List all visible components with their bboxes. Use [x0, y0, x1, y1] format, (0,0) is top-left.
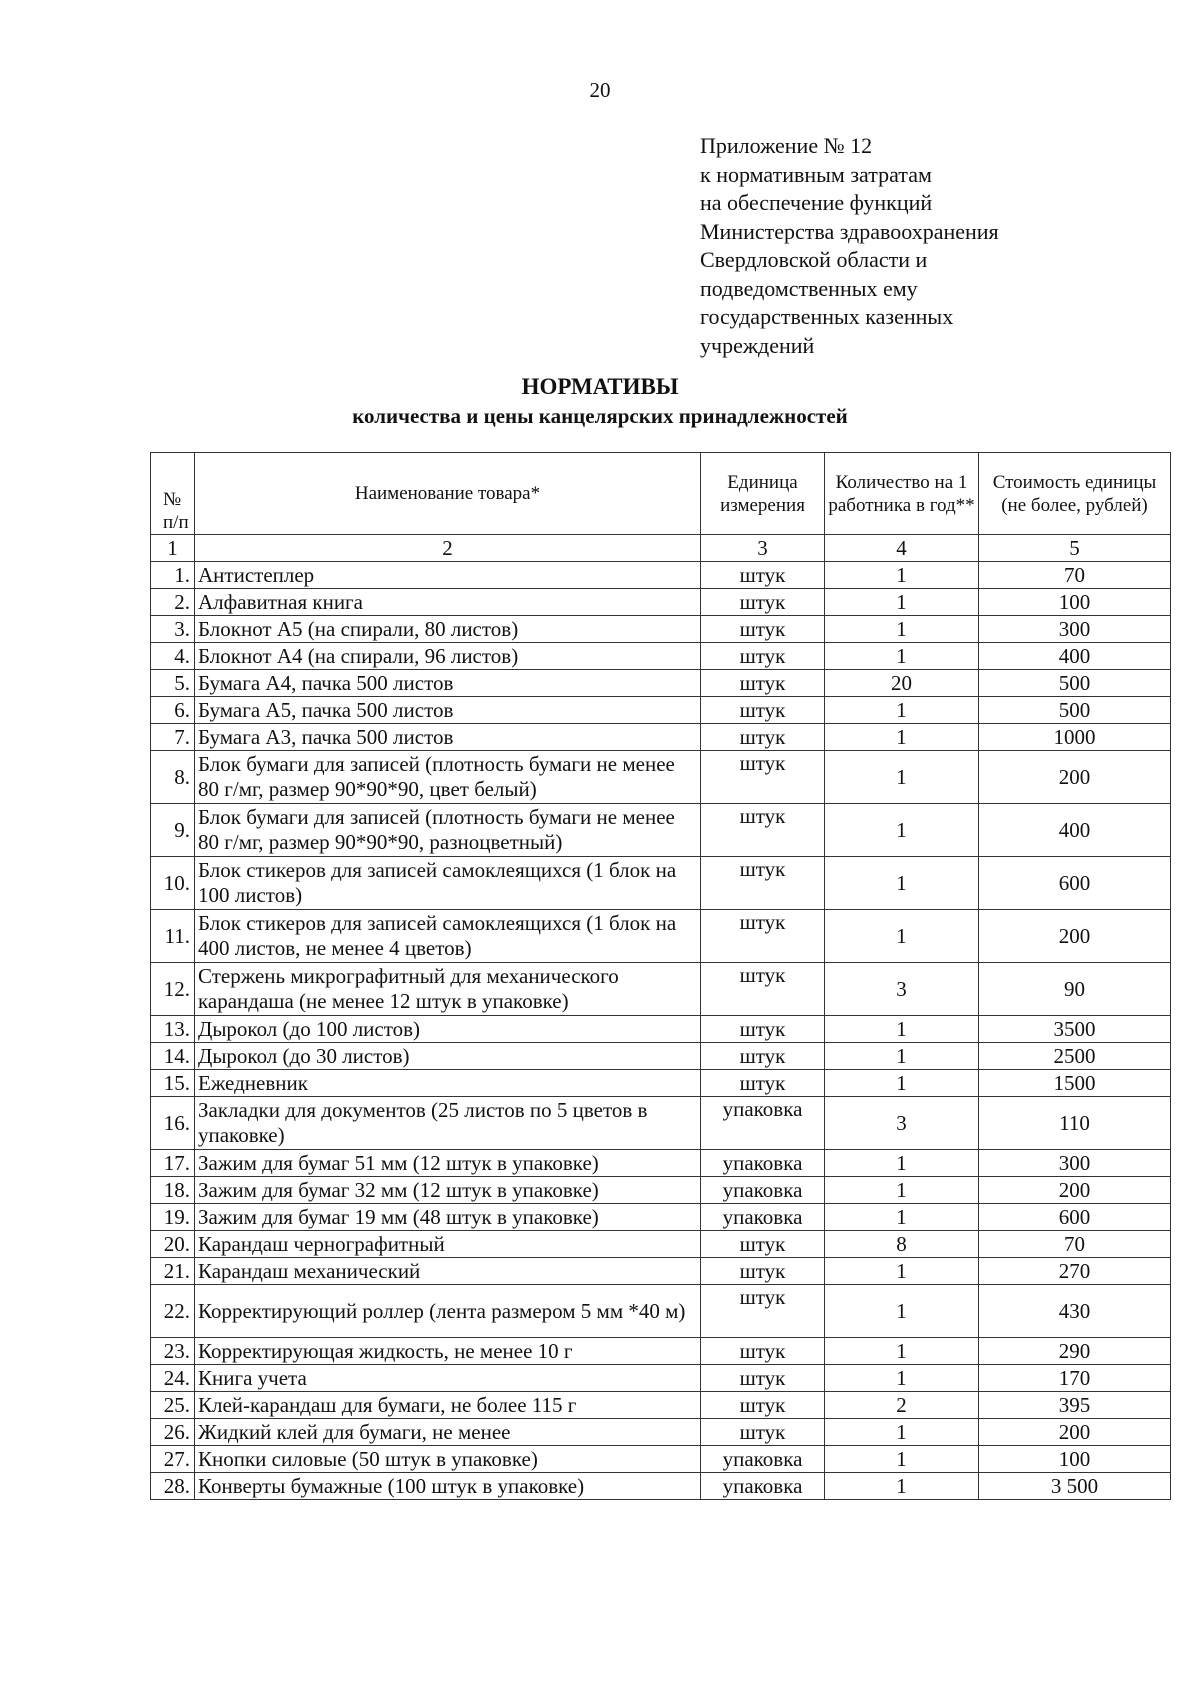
- row-qty-cell: 1: [825, 1285, 979, 1338]
- row-name-cell: Бумага А5, пачка 500 листов: [195, 697, 701, 724]
- header-price: Стоимость единицы (не более, рублей): [979, 453, 1171, 535]
- row-unit-cell: штук: [701, 963, 825, 1016]
- row-num-cell: 14.: [151, 1043, 195, 1070]
- appendix-line: Приложение № 12: [700, 133, 873, 158]
- row-qty-cell: 1: [825, 804, 979, 857]
- row-num-cell: 7.: [151, 724, 195, 751]
- appendix-line: подведомственных ему: [700, 275, 918, 301]
- row-unit-cell: штук: [701, 1016, 825, 1043]
- table-row: [151, 963, 1171, 1016]
- row-qty-cell: 20: [825, 670, 979, 697]
- row-unit-cell: упаковка: [701, 1097, 825, 1150]
- row-price-cell: 270: [979, 1258, 1171, 1285]
- row-name-cell: Бумага А4, пачка 500 листов: [195, 670, 701, 697]
- row-qty-cell: 1: [825, 1338, 979, 1365]
- header-name: Наименование товара*: [195, 453, 701, 535]
- row-qty-cell: 1: [825, 1177, 979, 1204]
- row-num-cell: 9.: [151, 804, 195, 857]
- appendix-line: Свердловской области и: [700, 247, 928, 272]
- row-unit-cell: штук: [701, 910, 825, 963]
- table-row: [151, 670, 1171, 697]
- row-price-cell: 170: [979, 1365, 1171, 1392]
- row-name-cell: Закладки для документов (25 листов по 5 цветов в упаковке): [195, 1097, 701, 1150]
- row-qty-cell: 1: [825, 1365, 979, 1392]
- row-num-cell: 8.: [151, 751, 195, 804]
- table-row: [151, 643, 1171, 670]
- row-name-cell: Алфавитная книга: [195, 589, 701, 616]
- row-num-cell: 2.: [151, 589, 195, 616]
- row-price-cell: 200: [979, 1177, 1171, 1204]
- row-unit-cell: штук: [701, 1231, 825, 1258]
- row-price-cell: 400: [979, 804, 1171, 857]
- row-qty-cell: 3: [825, 963, 979, 1016]
- row-price-cell: 400: [979, 643, 1171, 670]
- row-num-cell: 6.: [151, 697, 195, 724]
- row-name-cell: Конверты бумажные (100 штук в упаковке): [195, 1473, 701, 1500]
- table-row: [151, 1097, 1171, 1150]
- row-unit-cell: штук: [701, 1338, 825, 1365]
- row-num-cell: 1.: [151, 562, 195, 589]
- index-cell: 2: [195, 535, 701, 562]
- row-qty-cell: 1: [825, 697, 979, 724]
- appendix-line: Министерства здравоохранения: [700, 218, 999, 244]
- table-row: [151, 751, 1171, 804]
- row-unit-cell: штук: [701, 1419, 825, 1446]
- row-qty-cell: 1: [825, 616, 979, 643]
- row-name-cell: Книга учета: [195, 1365, 701, 1392]
- row-name-cell: Бумага А3, пачка 500 листов: [195, 724, 701, 751]
- row-price-cell: 90: [979, 963, 1171, 1016]
- row-num-cell: 5.: [151, 670, 195, 697]
- table-row: [151, 1392, 1171, 1419]
- row-unit-cell: штук: [701, 724, 825, 751]
- row-num-cell: 10.: [151, 857, 195, 910]
- header-unit: Единица измерения: [701, 453, 825, 535]
- row-unit-cell: штук: [701, 670, 825, 697]
- index-cell: 5: [979, 535, 1171, 562]
- table-row: [151, 589, 1171, 616]
- table-row: [151, 1016, 1171, 1043]
- row-name-cell: Блок бумаги для записей (плотность бумаги не менее 80 г/мг, размер 90*90*90, цвет белый): [195, 751, 701, 804]
- row-num-cell: 16.: [151, 1097, 195, 1150]
- row-unit-cell: штук: [701, 857, 825, 910]
- row-num-cell: 18.: [151, 1177, 195, 1204]
- row-num-cell: 15.: [151, 1070, 195, 1097]
- row-name-cell: Блокнот А4 (на спирали, 96 листов): [195, 643, 701, 670]
- row-name-cell: Кнопки силовые (50 штук в упаковке): [195, 1446, 701, 1473]
- row-num-cell: 17.: [151, 1150, 195, 1177]
- document-title: НОРМАТИВЫ: [521, 374, 679, 399]
- row-price-cell: 300: [979, 616, 1171, 643]
- row-num-cell: 22.: [151, 1285, 195, 1338]
- row-num-cell: 4.: [151, 643, 195, 670]
- table-row: [151, 1473, 1171, 1500]
- appendix-line: к нормативным затратам: [700, 161, 932, 187]
- row-num-cell: 27.: [151, 1446, 195, 1473]
- row-qty-cell: 1: [825, 589, 979, 616]
- row-num-cell: 3.: [151, 616, 195, 643]
- row-qty-cell: 1: [825, 857, 979, 910]
- table-row: [151, 562, 1171, 589]
- row-unit-cell: штук: [701, 1392, 825, 1419]
- row-num-cell: 20.: [151, 1231, 195, 1258]
- index-cell: 4: [825, 535, 979, 562]
- row-unit-cell: штук: [701, 643, 825, 670]
- row-price-cell: 70: [979, 1231, 1171, 1258]
- row-qty-cell: 1: [825, 1446, 979, 1473]
- header-qty: Количество на 1 работника в год**: [825, 453, 979, 535]
- row-qty-cell: 1: [825, 643, 979, 670]
- row-price-cell: 3 500: [979, 1473, 1171, 1500]
- row-price-cell: 600: [979, 1204, 1171, 1231]
- table-row: [151, 1204, 1171, 1231]
- row-name-cell: Корректирующая жидкость, не менее 10 г: [195, 1338, 701, 1365]
- row-name-cell: Зажим для бумаг 51 мм (12 штук в упаковке): [195, 1150, 701, 1177]
- table-row: [151, 1070, 1171, 1097]
- row-name-cell: Ежедневник: [195, 1070, 701, 1097]
- row-unit-cell: штук: [701, 1285, 825, 1338]
- table-body: [151, 562, 1171, 1500]
- row-num-cell: 26.: [151, 1419, 195, 1446]
- document-subtitle: количества и цены канцелярских принадлежностей: [352, 404, 848, 428]
- row-num-cell: 21.: [151, 1258, 195, 1285]
- row-price-cell: 200: [979, 910, 1171, 963]
- row-unit-cell: штук: [701, 804, 825, 857]
- table-row: [151, 1177, 1171, 1204]
- row-name-cell: Блокнот А5 (на спирали, 80 листов): [195, 616, 701, 643]
- row-price-cell: 500: [979, 697, 1171, 724]
- row-price-cell: 1500: [979, 1070, 1171, 1097]
- row-num-cell: 11.: [151, 910, 195, 963]
- row-unit-cell: штук: [701, 1258, 825, 1285]
- row-name-cell: Карандаш чернографитный: [195, 1231, 701, 1258]
- row-price-cell: 200: [979, 1419, 1171, 1446]
- row-qty-cell: 2: [825, 1392, 979, 1419]
- row-num-cell: 24.: [151, 1365, 195, 1392]
- row-num-cell: 13.: [151, 1016, 195, 1043]
- row-num-cell: 23.: [151, 1338, 195, 1365]
- row-unit-cell: штук: [701, 1043, 825, 1070]
- header-num: № п/п: [151, 453, 195, 535]
- table-row: [151, 1150, 1171, 1177]
- table-row: [151, 1285, 1171, 1338]
- row-qty-cell: 1: [825, 1016, 979, 1043]
- row-unit-cell: штук: [701, 697, 825, 724]
- row-name-cell: Антистеплер: [195, 562, 701, 589]
- index-cell: 3: [701, 535, 825, 562]
- row-qty-cell: 1: [825, 1150, 979, 1177]
- row-price-cell: 290: [979, 1338, 1171, 1365]
- row-name-cell: Блок стикеров для записей самоклеящихся (1 блок на 100 листов): [195, 857, 701, 910]
- row-price-cell: 500: [979, 670, 1171, 697]
- row-price-cell: 430: [979, 1285, 1171, 1338]
- row-price-cell: 70: [979, 562, 1171, 589]
- row-qty-cell: 1: [825, 1043, 979, 1070]
- row-unit-cell: упаковка: [701, 1177, 825, 1204]
- row-qty-cell: 1: [825, 724, 979, 751]
- page-number: 20: [589, 78, 611, 102]
- row-unit-cell: штук: [701, 1365, 825, 1392]
- row-price-cell: 600: [979, 857, 1171, 910]
- row-unit-cell: штук: [701, 589, 825, 616]
- row-price-cell: 100: [979, 589, 1171, 616]
- table-row: [151, 1419, 1171, 1446]
- row-num-cell: 19.: [151, 1204, 195, 1231]
- row-qty-cell: 1: [825, 1070, 979, 1097]
- row-price-cell: 100: [979, 1446, 1171, 1473]
- row-name-cell: Клей-карандаш для бумаги, не более 115 г: [195, 1392, 701, 1419]
- row-name-cell: Блок бумаги для записей (плотность бумаги не менее 80 г/мг, размер 90*90*90, разноцветный): [195, 804, 701, 857]
- row-unit-cell: упаковка: [701, 1204, 825, 1231]
- table-row: [151, 616, 1171, 643]
- row-price-cell: 3500: [979, 1016, 1171, 1043]
- row-qty-cell: 1: [825, 910, 979, 963]
- row-name-cell: Корректирующий роллер (лента размером 5 мм *40 м): [195, 1285, 701, 1338]
- table-row: [151, 804, 1171, 857]
- row-name-cell: Жидкий клей для бумаги, не менее: [195, 1419, 701, 1446]
- row-unit-cell: упаковка: [701, 1446, 825, 1473]
- table-row: [151, 1231, 1171, 1258]
- row-price-cell: 395: [979, 1392, 1171, 1419]
- table-row: [151, 910, 1171, 963]
- table-row: [151, 697, 1171, 724]
- table-row: [151, 1258, 1171, 1285]
- row-qty-cell: 1: [825, 1473, 979, 1500]
- row-name-cell: Дырокол (до 30 листов): [195, 1043, 701, 1070]
- row-qty-cell: 1: [825, 1419, 979, 1446]
- appendix-line: учреждений: [700, 332, 815, 358]
- row-unit-cell: штук: [701, 616, 825, 643]
- table-row: [151, 857, 1171, 910]
- row-price-cell: 300: [979, 1150, 1171, 1177]
- row-price-cell: 2500: [979, 1043, 1171, 1070]
- table-row: [151, 1365, 1171, 1392]
- row-qty-cell: 1: [825, 562, 979, 589]
- row-num-cell: 12.: [151, 963, 195, 1016]
- row-qty-cell: 1: [825, 1258, 979, 1285]
- row-qty-cell: 8: [825, 1231, 979, 1258]
- table-row: [151, 1338, 1171, 1365]
- row-name-cell: Зажим для бумаг 32 мм (12 штук в упаковке): [195, 1177, 701, 1204]
- row-qty-cell: 1: [825, 751, 979, 804]
- row-name-cell: Стержень микрографитный для механического карандаша (не менее 12 штук в упаковке): [195, 963, 701, 1016]
- row-unit-cell: штук: [701, 751, 825, 804]
- row-unit-cell: штук: [701, 1070, 825, 1097]
- row-name-cell: Дырокол (до 100 листов): [195, 1016, 701, 1043]
- appendix-line: на обеспечение функций: [700, 190, 933, 215]
- table-row: [151, 724, 1171, 751]
- table-row: [151, 1043, 1171, 1070]
- row-name-cell: Блок стикеров для записей самоклеящихся (1 блок на 400 листов, не менее 4 цветов): [195, 910, 701, 963]
- row-qty-cell: 1: [825, 1204, 979, 1231]
- appendix-block: [700, 132, 1140, 360]
- row-num-cell: 25.: [151, 1392, 195, 1419]
- row-name-cell: Карандаш механический: [195, 1258, 701, 1285]
- table-row: [151, 1446, 1171, 1473]
- row-qty-cell: 3: [825, 1097, 979, 1150]
- row-price-cell: 110: [979, 1097, 1171, 1150]
- row-price-cell: 1000: [979, 724, 1171, 751]
- row-num-cell: 28.: [151, 1473, 195, 1500]
- row-unit-cell: упаковка: [701, 1473, 825, 1500]
- index-cell: 1: [151, 535, 195, 562]
- row-unit-cell: упаковка: [701, 1150, 825, 1177]
- row-unit-cell: штук: [701, 562, 825, 589]
- appendix-line: государственных казенных: [700, 304, 954, 329]
- row-name-cell: Зажим для бумаг 19 мм (48 штук в упаковке): [195, 1204, 701, 1231]
- norms-table: [150, 452, 1171, 1500]
- row-price-cell: 200: [979, 751, 1171, 804]
